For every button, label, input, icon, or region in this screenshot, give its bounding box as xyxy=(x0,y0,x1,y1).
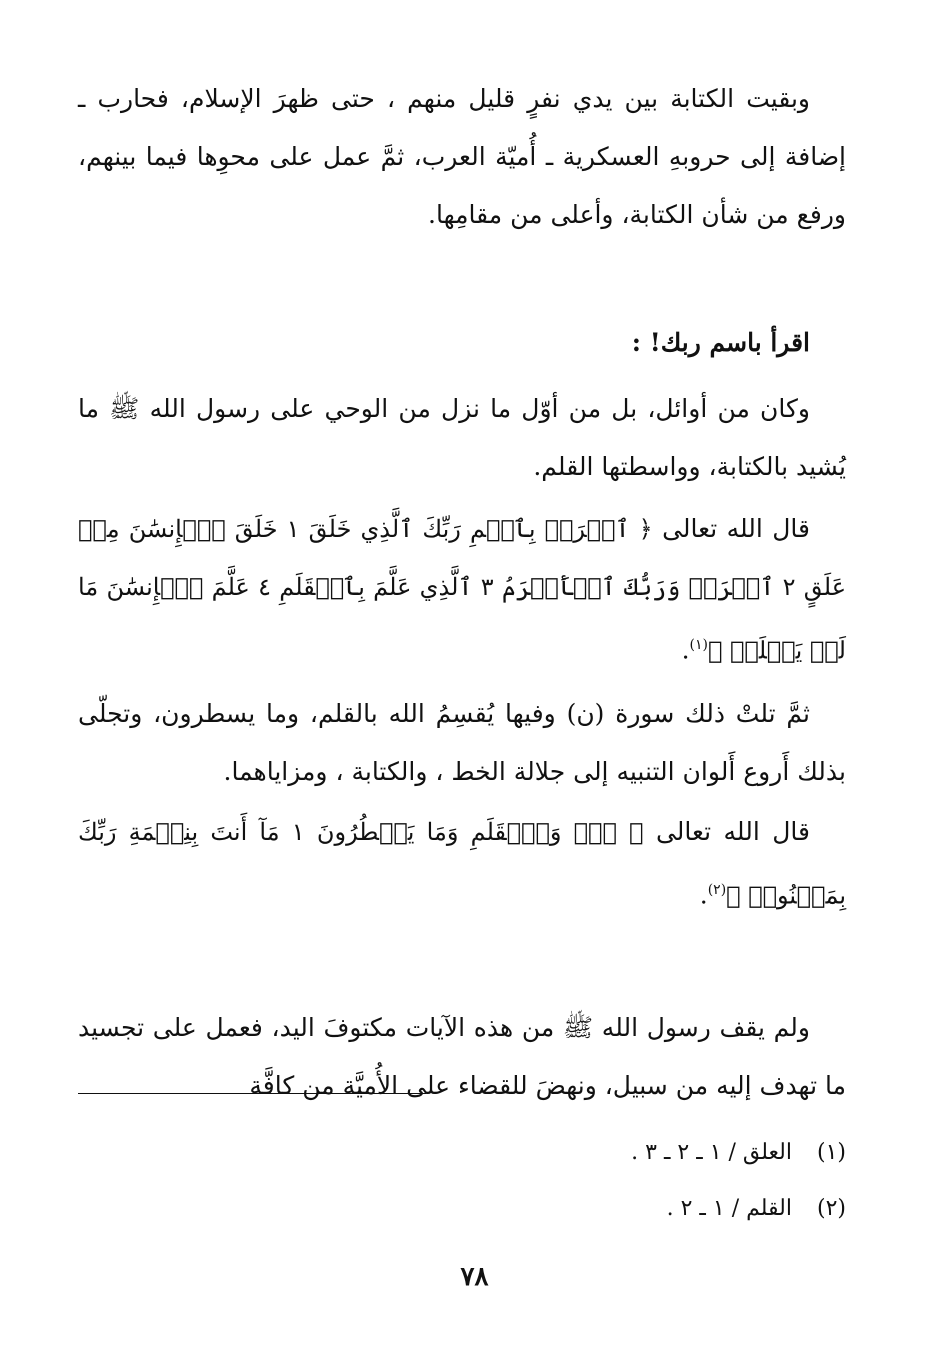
sentence-end: . xyxy=(699,880,708,910)
paragraph-intro: وبقيت الكتابة بين يدي نفرٍ قليل منهم ، حتى ظهرَ الإسلام، فحارب ـ إضافة إلى حروبهِ العسكرية ـ أُميّة العرب، ثمَّ عمل على محوِها فيما بينهم، ورفع من شأن الكتابة، وأعلى من مقامِها. xyxy=(78,84,846,229)
paragraph-surat-nun: ثمَّ تلتْ ذلك سورة (ن) وفيها يُقسِمُ الله بالقلم، وما يسطرون، وتجلّى بذلك أَروع أَلوان التنبيه إلى جلالة الخط ، والكتابة ، ومزاياهما. xyxy=(78,699,846,787)
quote-intro: قال الله تعالى xyxy=(655,817,811,847)
footnote-divider xyxy=(78,1093,426,1094)
quran-verse-qalam: ﴿ نٓۚ وَٱلۡقَلَمِ وَمَا يَسۡطُرُونَ ١ مَآ أَنتَ بِنِعۡمَةِ رَبِّكَ بِمَجۡنُونٖ ﴾ xyxy=(78,818,846,910)
footnote-2 xyxy=(631,1181,846,1237)
section-heading: اقرأ باسم ربك! : xyxy=(631,328,810,357)
footnote-ref-1: (١) xyxy=(689,637,708,653)
footnote-ref-2: (٢) xyxy=(707,882,727,899)
footnote-text: القلم / ١ ـ ٢ . xyxy=(666,1196,792,1221)
footnote-number: (٢) xyxy=(816,1196,846,1221)
sentence-end: . xyxy=(681,635,690,665)
footnote-number: (١) xyxy=(816,1140,846,1165)
footnotes xyxy=(631,1125,846,1237)
footnote-1 xyxy=(631,1125,846,1181)
page-number: ٧٨ xyxy=(460,1262,489,1292)
paragraph-quran-alaq xyxy=(78,500,846,679)
paragraph-quran-qalam xyxy=(78,803,846,924)
paragraph-first-revelation: وكان من أوائل، بل من أوّل ما نزل من الوحي على رسول الله ﷺ ما يُشيد بالكتابة، وواسطتها القلم. xyxy=(78,394,846,481)
quran-verse-alaq: ﴿ ٱقۡرَأۡ بِٱسۡمِ رَبِّكَ ٱلَّذِي خَلَقَ ١ خَلَقَ ٱلۡإِنسَٰنَ مِنۡ عَلَقٍ ٢ ٱقۡرَأۡ وَرَبُّكَ ٱلۡأَكۡرَمُ ٣ ٱلَّذِي عَلَّمَ بِٱلۡقَلَمِ ٤ عَلَّمَ ٱلۡإِنسَٰنَ مَا لَمۡ يَعۡلَمۡ ﴾ xyxy=(78,515,847,665)
footnote-text: العلق / ١ ـ ٢ ـ ٣ . xyxy=(631,1140,792,1165)
paragraph-prophet-action: ولم يقف رسول الله ﷺ من هذه الآيات مكتوفَ اليد، فعمل على تجسيد ما تهدف إليه من سبيل، ونهضَ للقضاء على الأُميَّة من كافَّة xyxy=(78,1012,846,1100)
quote-intro: قال الله تعالى xyxy=(662,514,810,543)
